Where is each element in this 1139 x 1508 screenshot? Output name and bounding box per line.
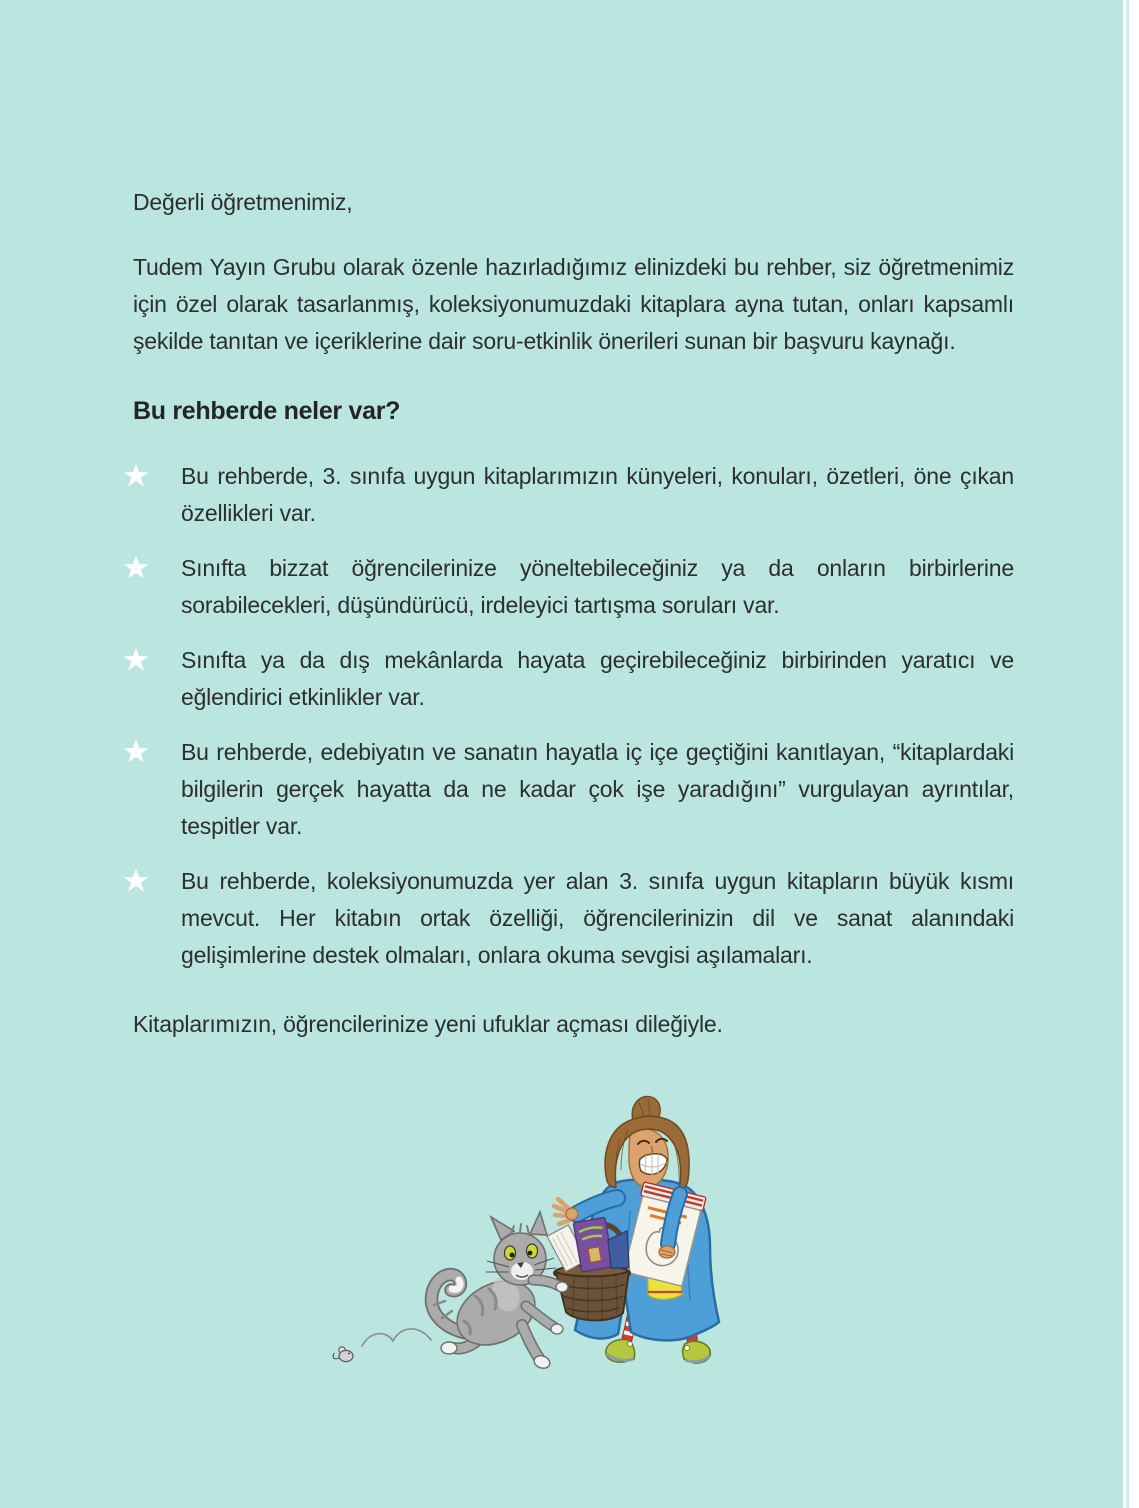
closing-text: Kitaplarımızın, öğrencilerinize yeni ufuklar açması dileğiyle. (133, 1011, 723, 1037)
bullet-text: Sınıfta ya da dış mekânlarda hayata geçirebileceğiniz birbirinden yaratıcı ve eğlendirici etkinlikler var. (181, 647, 1014, 710)
illustration-teacher-with-cat (330, 1082, 750, 1422)
intro-paragraph: Tudem Yayın Grubu olarak özenle hazırladığımız elinizdeki bu rehber, siz öğretmenimiz için özel olarak tasarlanmış, koleksiyonumuzdaki kitaplara ayna tutan, onları kapsamlı şekilde tanıtan ve içeriklerine dair soru-etkinlik önerileri sunan bir başvuru kaynağı. (133, 254, 1014, 354)
mouse-figure (333, 1347, 353, 1362)
basket-of-books (547, 1217, 630, 1320)
bullet-item (123, 863, 1014, 974)
bullet-text: Bu rehberde, edebiyatın ve sanatın hayatla iç içe geçtiğini kanıtlayan, “kitaplardaki bilgilerin gerçek hayatta da ne kadar çok işe yaradığını” vurgulayan ayrıntılar, tespitler var. (181, 739, 1014, 839)
bullet-item (123, 642, 1014, 716)
greeting-text: Değerli öğretmenimiz, (133, 189, 353, 215)
shoes (606, 1339, 711, 1363)
bullet-text: Sınıfta bizzat öğrencilerinize yöneltebileceğiniz ya da onların birbirlerine sorabilecekleri, düşündürücü, irdeleyici tartışma soruları var. (181, 555, 1014, 618)
page-edge-shadow (1126, 0, 1129, 1508)
section-heading: Bu rehberde neler var? (133, 397, 401, 425)
bullet-text: Bu rehberde, koleksiyonumuzda yer alan 3. sınıfa uygun kitapların büyük kısmı mevcut. Her kitabın ortak özelliği, öğrencilerinizin dil ve sanat alanındaki gelişimlerine destek olmaları, onlara okuma sevgisi aşılamaları. (181, 868, 1014, 968)
letter-content (133, 184, 1014, 1043)
bullet-text: Bu rehberde, 3. sınıfa uygun kitaplarımızın künyeleri, konuları, özetleri, öne çıkan özellikleri var. (181, 463, 1014, 526)
cat-front-paws (526, 1280, 568, 1334)
star-icon (123, 550, 181, 624)
motion-cloud (362, 1329, 431, 1346)
cat-figure (431, 1212, 556, 1370)
star-icon (123, 734, 181, 845)
star-icon (123, 458, 181, 532)
bullet-item (123, 550, 1014, 624)
bullet-item (123, 734, 1014, 845)
bullet-item (123, 458, 1014, 532)
bullet-list (133, 458, 1014, 974)
star-icon (123, 863, 181, 974)
star-icon (123, 642, 181, 716)
